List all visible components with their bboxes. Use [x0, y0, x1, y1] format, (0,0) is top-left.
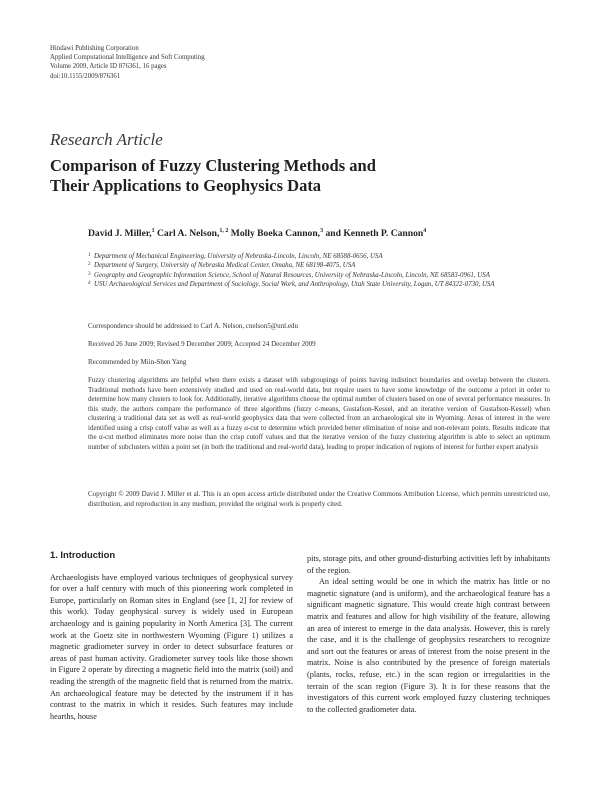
abstract: Fuzzy clustering algorithms are helpful when there exists a dataset with subgroupings of points having indistinct boundaries and overlap between the clusters. Traditional methods have been extensively studied and used on real-world data, but require users to have some knowledge of the outcome a priori in order to determine how many clusters to look for. Additionally, iterative algorithms choose the optimal number of clusters based on one of several performance measures. In this study, the authors compare the performance of three algorithms (fuzzy c-means, Gustafson-Kessel, and an iterative version of Gustafson-Kessel) when clustering a traditional data set as well as real-world geophysics data that were collected from an archaeological site in Wyoming. Areas of interest in the were identified using a crisp cutoff value as well as a fuzzy α-cut to determine which provided better elimination of noise and non-relevant points. Results indicate that the α-cut method eliminates more noise than the crisp cutoff values and that the iterative version of the fuzzy clustering algorithm is able to select an optimum number of subclusters within a point set (in both the traditional and real-world data), leading to proper indication of regions of interest for further expert analysis: [88, 376, 550, 451]
left-column: [50, 549, 293, 722]
author-list: [88, 228, 426, 239]
affiliation-text: Geography and Geographic Information Science, School of Natural Resources, University of Nebraska-Lincoln, Lincoln, NE 68583-0961, USA: [94, 271, 490, 279]
author-name: David J. Miller,: [88, 228, 152, 240]
affiliation-number: 1: [88, 252, 91, 258]
author-affil-mark: 4: [423, 228, 427, 234]
author-name: Carl A. Nelson,: [154, 228, 220, 240]
body-paragraph: Archaeologists have employed various techniques of geophysical survey for over a half century with much of this pioneering work completed in Europe, particularly on Roman sites in England (see [1, 2] for review of this work). Today geophysical survey is widely used in European archaeology and is gaining popularity in North America [3]. The current work at the Goetz site in northwestern Wyoming (Figure 1) utilizes a magnetic gradiometer survey in order to detect subsurface features or areas of past human activity. Gradiometer survey tools like those shown in Figure 2 operate by directing a magnetic field into the matrix (soil) and reading the strength of the magnetic field that is returned from the matrix. An archaeological feature may be detected by the instrument if it has contrast to the matrix in which it resides. Such features may include hearths, house: [50, 572, 293, 721]
author-affil-mark: 1, 2: [219, 228, 229, 234]
publisher-line: Hindawi Publishing Corporation: [50, 45, 139, 52]
author-affil-mark: 3: [320, 228, 324, 234]
author-name: Molly Boeka Cannon,: [228, 228, 321, 240]
affiliation-item: [88, 271, 550, 280]
received-dates: Received 26 June 2009; Revised 9 December 2009; Accepted 24 December 2009: [88, 340, 316, 348]
affiliation-text: Department of Surgery, University of Nebraska Medical Center, Omaha, NE 68198-4075, USA: [94, 262, 356, 270]
right-column: [307, 553, 550, 715]
title-line-1: Comparison of Fuzzy Clustering Methods and: [50, 156, 376, 175]
journal-line: Applied Computational Intelligence and Soft Computing: [50, 54, 205, 62]
article-type: Research Article: [50, 130, 163, 149]
affiliation-number: 3: [88, 270, 91, 277]
paper-title: [50, 156, 550, 196]
doi-line: doi:10.1155/2009/876361: [50, 72, 121, 80]
section-heading: 1. Introduction: [50, 549, 116, 560]
affiliation-text: Department of Mechanical Engineering, University of Nebraska-Lincoln, Lincoln, NE 68588-0656, USA: [94, 253, 383, 260]
affiliations: [88, 252, 550, 289]
author-name: and Kenneth P. Cannon: [323, 228, 424, 240]
copyright-notice: Copyright © 2009 David J. Miller et al. This is an open access article distributed under the Creative Commons Attribution License, which permits unrestricted use, distribution, and reproduction in any medium, provided the original work is properly cited.: [88, 490, 550, 508]
journal-header: [50, 44, 205, 81]
affiliation-number: 2: [88, 261, 91, 268]
recommended-by: Recommended by Miin-Shen Yang: [88, 358, 187, 366]
affiliation-text: USU Archaeological Services and Department of Sociology, Social Work, and Anthropology, Utah State University, Logan, UT 84322-0730, USA: [94, 280, 495, 288]
correspondence: Correspondence should be addressed to Carl A. Nelson, cnelson5@unl.edu: [88, 322, 298, 330]
body-paragraph-continued: pits, storage pits, and other ground-disturbing activities left by inhabitants of the region.: [307, 554, 550, 575]
title-line-2: Their Applications to Geophysics Data: [50, 176, 322, 195]
volume-line: Volume 2009, Article ID 876361, 16 pages: [50, 63, 167, 71]
affiliation-item: [88, 252, 550, 261]
author-affil-mark: 1: [151, 228, 155, 234]
body-paragraph: An ideal setting would be one in which the matrix has little or no magnetic signature (and is uniform), and the archaeological feature has a significant magnetic signature. This would create high contrast between matrix and features and allow for high visibility of the feature, allowing an area of interest to emerge in the data analysis. However, this is rarely the case, and it is the challenge of geophysics researchers to recognize and sort out the features or areas of interest from the noise present in the matrix. Noise is also contributed by the presence of foreign materials (plants, rocks, refuse, etc.) in the scan region or irregularities in the terrain of the scan region (Figure 3). It is for these reasons that the investigators of this current work employed fuzzy clustering techniques to the collected gradiometer data.: [307, 577, 550, 714]
affiliation-item: [88, 261, 550, 270]
affiliation-number: 4: [88, 279, 91, 286]
affiliation-item: [88, 280, 550, 289]
